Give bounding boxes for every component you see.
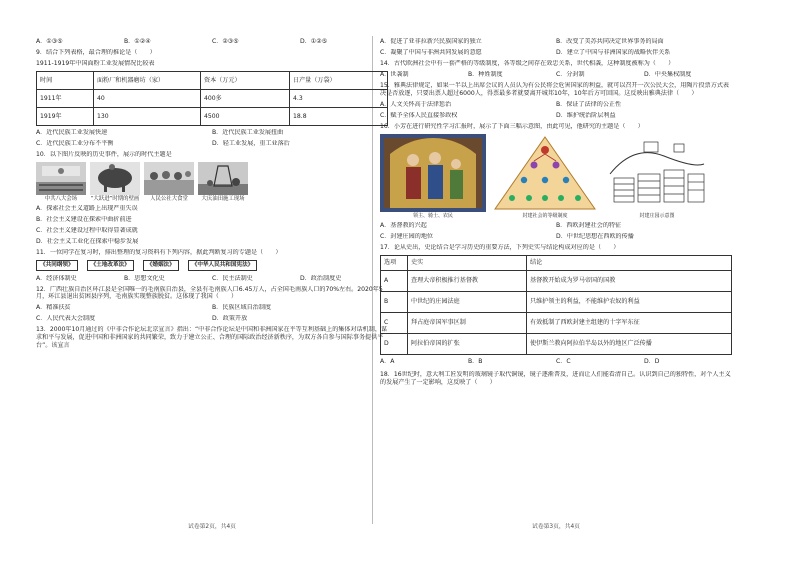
option: D．政策开放 [212, 315, 248, 323]
option: B．近代民族工业发展扭曲 [212, 129, 284, 136]
q9-options-row1 [36, 129, 388, 137]
daqing-oilfield-photo [198, 162, 248, 195]
congress-hall-photo [36, 162, 86, 195]
option: A．世袭制 [380, 71, 409, 78]
q9-table [36, 71, 388, 126]
table-header-cell: 时间 [37, 72, 94, 90]
commune-canteen-photo [144, 162, 194, 195]
manor-plan-diagram [604, 134, 710, 212]
q10-stem: 10．以下图片反映的历史事件，展示的时代主题是 [36, 151, 172, 158]
table-row [381, 270, 732, 291]
option: D．建立了中国与非洲国家的战略伙伴关系 [556, 49, 671, 56]
table-cell: 1911年 [37, 90, 94, 108]
q12-text: 12．广西壮族自治区环江县是全国唯一的毛南族自治县，全县有毛南族人口6.45万人，占全国毛南族人口的70%左右。2020年5月，环江县退出贫困县序列，毛南族实现整族脱贫。这体现了我国（ ） [36, 285, 383, 301]
option: D．维护统治阶层利益 [556, 111, 616, 119]
option: B．①②④ [124, 38, 151, 45]
table-cell: 阿拉伯帝国的扩张 [408, 333, 527, 354]
q16-stem: 16．小芳在进行研究性学习汇报时，展示了下面三幅示意图，由此可见，他研究的主题是（ ） [380, 122, 644, 130]
option: D．政治制度史 [300, 274, 342, 282]
option: C．凝聚了中国与非洲共同发展的意愿 [380, 49, 482, 56]
table-cell: 拜占庭帝国军事区制 [408, 312, 527, 333]
feudal-hierarchy-pyramid [492, 134, 598, 212]
q12-options-row1 [36, 304, 388, 312]
q13-options-row2 [380, 49, 732, 57]
table-row [381, 291, 732, 312]
table-cell: 只维护领主的利益，不能维护农奴的利益 [527, 291, 732, 312]
q11-stem: 11．一位同学在复习时，排出整理的复习资料有下列内容，据此判断复习的专题是（ ） [36, 248, 282, 256]
option: A．经济体制史 [36, 274, 77, 282]
option: A．人文关怀高于法律惩治 [380, 100, 452, 108]
page-number-right: 试卷第3页，共4页 [532, 524, 580, 530]
table-header-cell: 日产量（万袋） [290, 72, 388, 90]
table-cell: 查理大帝积极推行基督教 [408, 270, 527, 291]
page-number-left: 试卷第2页，共4页 [188, 524, 236, 530]
option: B．思想文化史 [124, 274, 165, 282]
photo-caption: 中共八大会场 [44, 196, 78, 202]
table-header-row [37, 72, 388, 90]
table-cell: 18.8 [290, 108, 388, 126]
option: D．D [644, 357, 660, 365]
option: B．西欧封建社会的特征 [556, 221, 622, 229]
table-cell: C [381, 312, 408, 333]
option: C．民主法制史 [212, 274, 253, 282]
q10-photos [36, 162, 388, 195]
option: C．近代民族工业分布不平衡 [36, 140, 114, 147]
q12-options-row2 [36, 315, 388, 323]
q16-options-row1 [380, 222, 732, 230]
q8-options [36, 38, 388, 46]
image-caption: 封建庄园示意图 [639, 212, 675, 219]
q15-text: 15．雅典法律规定，如果一半以上出席会议的人员认为有公民将会危害国家的利益，就可以召开一次公民大会，用陶片投票方式表决是否放逐，只要出票人超过6000人，得票最多者就要离开城邦10年，10年后方可回国。这反映出雅典法律（ ） [380, 82, 730, 97]
option: C．C [556, 357, 571, 365]
table-cell: D [381, 333, 408, 354]
photo-caption: 大庆油田施工现场 [201, 196, 245, 202]
table-row [381, 333, 732, 354]
option: B．种姓制度 [468, 71, 503, 78]
option: A．促进了亚非拉新兴民族国家的独立 [380, 38, 482, 45]
document-box: 《婚姻法》 [143, 260, 179, 271]
q16-captions [380, 213, 732, 219]
q17-options [380, 358, 732, 366]
option: C．赋予全体人民直接参政权 [380, 111, 458, 119]
option: B．民族区域自治制度 [212, 304, 272, 312]
left-column [36, 38, 388, 353]
option: B．B [468, 357, 483, 365]
photo-caption: “大跃进”时期的壁画 [90, 196, 140, 202]
option: A．基督教的兴起 [380, 221, 427, 229]
q13-options-row1 [380, 38, 732, 46]
q13-text: 13．2000年10月通过的《中非合作论坛北京宣言》指出：“中非合作论坛是中国和非洲国家在平等互利基础上的集体对话机制，谋求和平与发展，促进中国和非洲国家的共同繁荣，致力于建立公正、合理的国际政治经济新秩序，为双方各自参与国际事务提供平台”。该宣言 [36, 326, 388, 349]
table-cell: 使伊斯兰教向阿拉伯半岛以外的地区广泛传播 [527, 333, 732, 354]
q15-options-row2 [380, 112, 732, 120]
option: A．探索社会主义道路上出现严重失误 [36, 204, 138, 212]
table-header-cell: 资本（万元） [201, 72, 290, 90]
option: C．分封制 [556, 71, 585, 78]
q17-table [380, 255, 732, 355]
q9-table-caption: 1911-1919年中国面粉工业发展情况比较表 [36, 60, 155, 67]
option: C．封建庄园的地位 [380, 232, 434, 240]
option: D．中世纪思想在西欧的传播 [556, 232, 634, 240]
table-cell: 4500 [201, 108, 290, 126]
table-cell: 有效抵制了西欧封建主组建的十字军东征 [527, 312, 732, 333]
option: A．精准扶贫 [36, 304, 71, 312]
option: B．改变了美苏共同决定世界事务的局面 [556, 38, 664, 45]
table-cell: B [381, 291, 408, 312]
q10-captions [36, 196, 388, 203]
q16-options-row2 [380, 233, 732, 241]
option: B．保证了法律的公正性 [556, 100, 622, 108]
option: D．轻工业发展，重工业落后 [212, 140, 290, 147]
table-header-cell: 选项 [381, 255, 408, 270]
table-cell: 4.3 [290, 90, 388, 108]
document-box: 《共同纲领》 [36, 260, 78, 271]
option: B．社会主义建设在探索中曲折前进 [36, 215, 132, 223]
table-cell: 基督教开始成为罗马帝国的国教 [527, 270, 732, 291]
table-header-cell: 结论 [527, 255, 732, 270]
table-cell: 400多 [201, 90, 290, 108]
option: C．人民代表大会制度 [36, 315, 96, 323]
q17-stem: 17．论从史出，史论结合是学习历史的重要方法，下列史实与结论构成对应的是（ ） [380, 243, 620, 251]
option: D．社会主义工业化在探索中稳步发展 [36, 237, 139, 245]
image-caption: 领主、骑士、农民 [412, 212, 453, 219]
table-row [37, 90, 388, 108]
option: A．①③⑤ [36, 38, 63, 45]
right-column [380, 38, 732, 390]
table-cell: A [381, 270, 408, 291]
q15-options-row1 [380, 101, 732, 109]
option: D．中央集权制度 [644, 71, 692, 78]
table-header-cell: 史实 [408, 255, 527, 270]
table-header-row [381, 255, 732, 270]
table-row [37, 108, 388, 126]
q9-options-row2 [36, 140, 388, 148]
photo-caption: 人民公社大食堂 [150, 196, 188, 202]
document-box: 《土地改革法》 [87, 260, 134, 271]
document-box: 《中华人民共和国宪法》 [188, 260, 258, 271]
option: A．近代民族工业发展快速 [36, 129, 108, 136]
q11-document-boxes [36, 260, 388, 271]
table-header-cell: 面粉厂和机器磨坊（家） [94, 72, 201, 90]
option: A．A [380, 357, 395, 365]
option: C．②③⑤ [212, 38, 239, 45]
q18-text: 18．16世纪时，意大利工匠发明的玻璃镜子取代铜镜，镜子逐渐普及，进而让人们能看清自己。认识到自己的独特性，对个人主义的发展产生了一定影响，这反映了（ ） [380, 371, 731, 387]
q11-options [36, 275, 388, 283]
q14-stem: 14．古代欧洲社会中有一套严格的等级制度，各等级之间存在效忠关系，世代相袭，这种制度被称为（ ） [380, 60, 675, 67]
q16-images [380, 134, 732, 212]
lord-knight-peasant-image [380, 134, 486, 212]
great-leap-mural-photo [90, 162, 140, 195]
q14-options [380, 71, 732, 79]
image-caption: 封建社会的等级制度 [522, 212, 568, 219]
table-cell: 中世纪的庄园法庭 [408, 291, 527, 312]
table-cell: 1919年 [37, 108, 94, 126]
option: C．社会主义建设过程中取得显著成就 [36, 226, 138, 234]
table-cell: 130 [94, 108, 201, 126]
q9-stem: 9．结合下列表格，最合理的推论是（ ） [36, 49, 156, 56]
table-cell: 40 [94, 90, 201, 108]
table-row [381, 312, 732, 333]
option: D．①②⑤ [300, 38, 328, 45]
